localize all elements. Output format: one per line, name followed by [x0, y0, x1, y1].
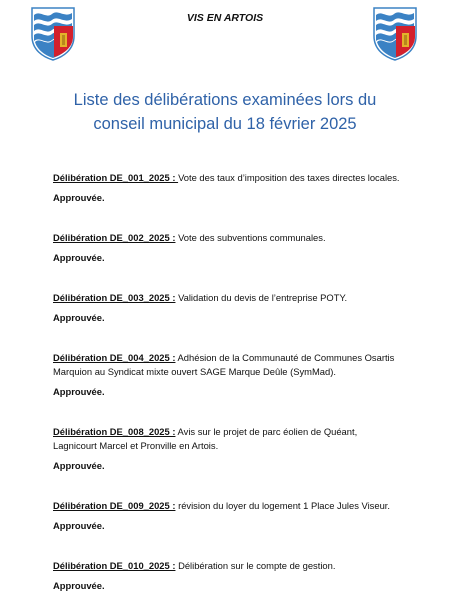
- deliberation-item: [53, 291, 403, 325]
- deliberation-reference: Délibération DE_008_2025 :: [53, 426, 176, 437]
- deliberation-item: [53, 559, 403, 593]
- deliberation-subject: révision du loyer du logement 1 Place Jules Viseur.: [175, 500, 390, 511]
- deliberation-subject: Vote des subventions communales.: [175, 232, 326, 243]
- deliberation-status: Approuvée.: [53, 580, 105, 591]
- deliberation-text: [53, 231, 403, 245]
- deliberation-item: [53, 499, 403, 533]
- deliberation-subject: Délibération sur le compte de gestion.: [175, 560, 336, 571]
- deliberation-text: [53, 499, 403, 513]
- deliberation-reference: Délibération DE_003_2025 :: [53, 292, 176, 303]
- town-name: VIS EN ARTOIS: [186, 12, 264, 24]
- document-title-line-2: conseil municipal du 18 février 2025: [93, 115, 357, 133]
- deliberation-status: Approuvée.: [53, 192, 105, 203]
- deliberation-reference: Délibération DE_001_2025 :: [53, 172, 179, 183]
- deliberation-subject: Vote des taux d’imposition des taxes directes locales.: [178, 172, 400, 183]
- deliberation-item: [53, 231, 403, 265]
- deliberation-item: [53, 351, 403, 399]
- deliberation-reference: Délibération DE_009_2025 :: [53, 500, 176, 511]
- deliberation-reference: Délibération DE_010_2025 :: [53, 560, 176, 571]
- deliberation-text: [53, 171, 403, 185]
- document-title-line-1: Liste des délibérations examinées lors du: [73, 91, 377, 109]
- deliberation-text: [53, 559, 403, 573]
- deliberation-status: Approuvée.: [53, 252, 105, 263]
- deliberation-status: Approuvée.: [53, 460, 105, 471]
- deliberation-text: [53, 291, 403, 305]
- deliberation-text: [53, 351, 403, 379]
- deliberation-list: [53, 171, 403, 593]
- deliberation-subject: Validation du devis de l’entreprise POTY.: [175, 292, 348, 303]
- deliberation-reference: Délibération DE_002_2025 :: [53, 232, 176, 243]
- deliberation-subject: Avis sur le projet de parc éolien de Quéant, Lagnicourt Marcel et Pronville en Artois.: [53, 426, 358, 451]
- deliberation-subject: Adhésion de la Communauté de Communes Osartis Marquion au Syndicat mixte ouvert SAGE Marque Deûle (SymMad).: [53, 352, 395, 377]
- deliberation-status: Approuvée.: [53, 520, 105, 531]
- deliberation-item: [53, 425, 403, 473]
- deliberation-status: Approuvée.: [53, 312, 105, 323]
- deliberation-status: Approuvée.: [53, 386, 105, 397]
- deliberation-item: [53, 171, 403, 205]
- deliberation-text: [53, 425, 403, 453]
- document-title: [40, 88, 410, 136]
- deliberation-reference: Délibération DE_004_2025 :: [53, 352, 176, 363]
